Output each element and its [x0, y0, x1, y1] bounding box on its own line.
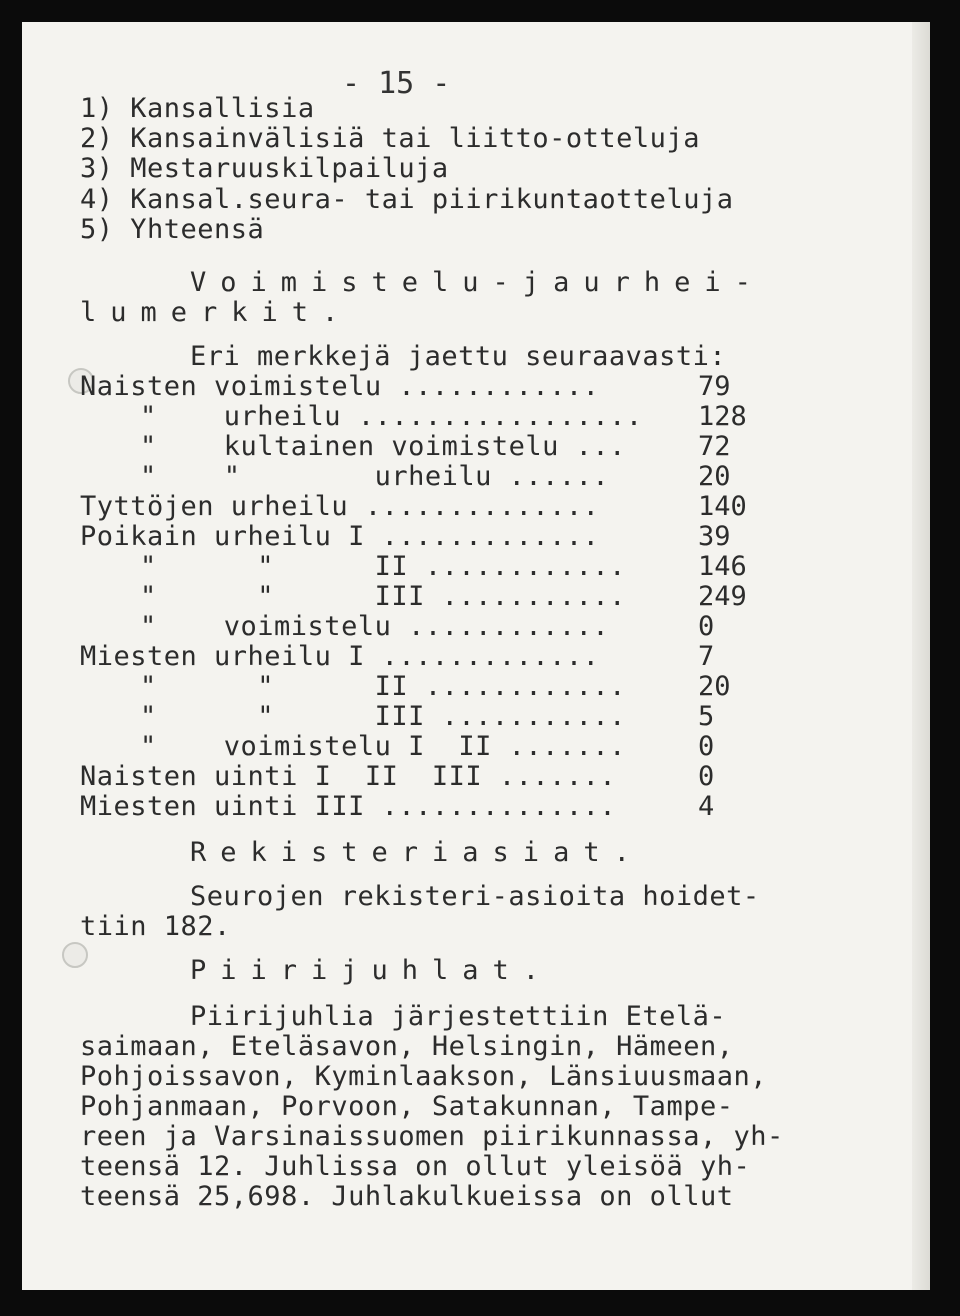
stat-label: Poikain urheilu I ............. [80, 521, 600, 552]
stat-value: 7 [698, 641, 715, 672]
stat-value: 0 [698, 611, 715, 642]
stat-value: 4 [698, 791, 715, 822]
stat-value: 20 [698, 671, 731, 702]
stat-label: Tyttöjen urheilu .............. [80, 491, 600, 522]
stat-label: Miesten uinti III .............. [80, 791, 617, 822]
stat-value: 39 [698, 521, 731, 552]
list-item: 5) Yhteensä [80, 214, 265, 245]
paragraph-line: teensä 25,698. Juhlakulkueissa on ollut [80, 1181, 734, 1212]
paragraph-line: Pohjoissavon, Kyminlaakson, Länsiuusmaan, [80, 1061, 767, 1092]
paragraph-line: teensä 12. Juhlissa on ollut yleisöä yh- [80, 1151, 751, 1182]
document-page [22, 22, 930, 1290]
stat-label: Miesten urheilu I ............. [80, 641, 600, 672]
stat-label: " " urheilu ...... [140, 461, 610, 492]
section-heading-rekisteri: Rekisteriasiat. [190, 837, 644, 868]
list-item: 3) Mestaruuskilpailuja [80, 153, 449, 184]
stat-value: 0 [698, 761, 715, 792]
stat-value: 72 [698, 431, 731, 462]
stat-value: 249 [698, 581, 747, 612]
stat-value: 128 [698, 401, 747, 432]
list-item: 4) Kansal.seura- tai piirikuntaotteluja [80, 184, 734, 215]
stat-label: " " III ........... [140, 701, 626, 732]
stat-label: " " II ............ [140, 551, 626, 582]
stat-value: 20 [698, 461, 731, 492]
punch-hole-bottom [62, 942, 88, 968]
stat-label: " urheilu ................. [140, 401, 643, 432]
stat-value: 79 [698, 371, 731, 402]
section-heading-voimistelu: Voimistelu-jaurhei- [190, 267, 765, 298]
stat-label: " voimistelu ............ [140, 611, 610, 642]
section-heading-piirijuhlat: Piirijuhlat. [190, 955, 554, 986]
paragraph-line: tiin 182. [80, 911, 231, 942]
list-item: 1) Kansallisia [80, 93, 315, 124]
stat-value: 146 [698, 551, 747, 582]
stat-label: Naisten uinti I II III ....... [80, 761, 617, 792]
stat-value: 5 [698, 701, 715, 732]
stat-label: " kultainen voimistelu ... [140, 431, 626, 462]
stat-label: " " III ........... [140, 581, 626, 612]
stat-value: 140 [698, 491, 747, 522]
paragraph-line: Piirijuhlia järjestettiin Etelä- [190, 1001, 727, 1032]
paragraph-line: reen ja Varsinaissuomen piirikunnassa, yh- [80, 1121, 784, 1152]
stat-label: " voimistelu I II ....... [140, 731, 626, 762]
list-item: 2) Kansainvälisiä tai liitto-otteluja [80, 123, 700, 154]
stat-value: 0 [698, 731, 715, 762]
paragraph-line: Seurojen rekisteri-asioita hoidet- [190, 881, 760, 912]
section-intro: Eri merkkejä jaettu seuraavasti: [190, 341, 727, 372]
page-number: - 15 - [342, 66, 451, 101]
section-heading-voimistelu-cont: lumerkit. [80, 297, 353, 328]
paragraph-line: saimaan, Eteläsavon, Helsingin, Hämeen, [80, 1031, 734, 1062]
stat-label: " " II ............ [140, 671, 626, 702]
paragraph-line: Pohjanmaan, Porvoon, Satakunnan, Tampe- [80, 1091, 734, 1122]
stat-label: Naisten voimistelu ............ [80, 371, 600, 402]
